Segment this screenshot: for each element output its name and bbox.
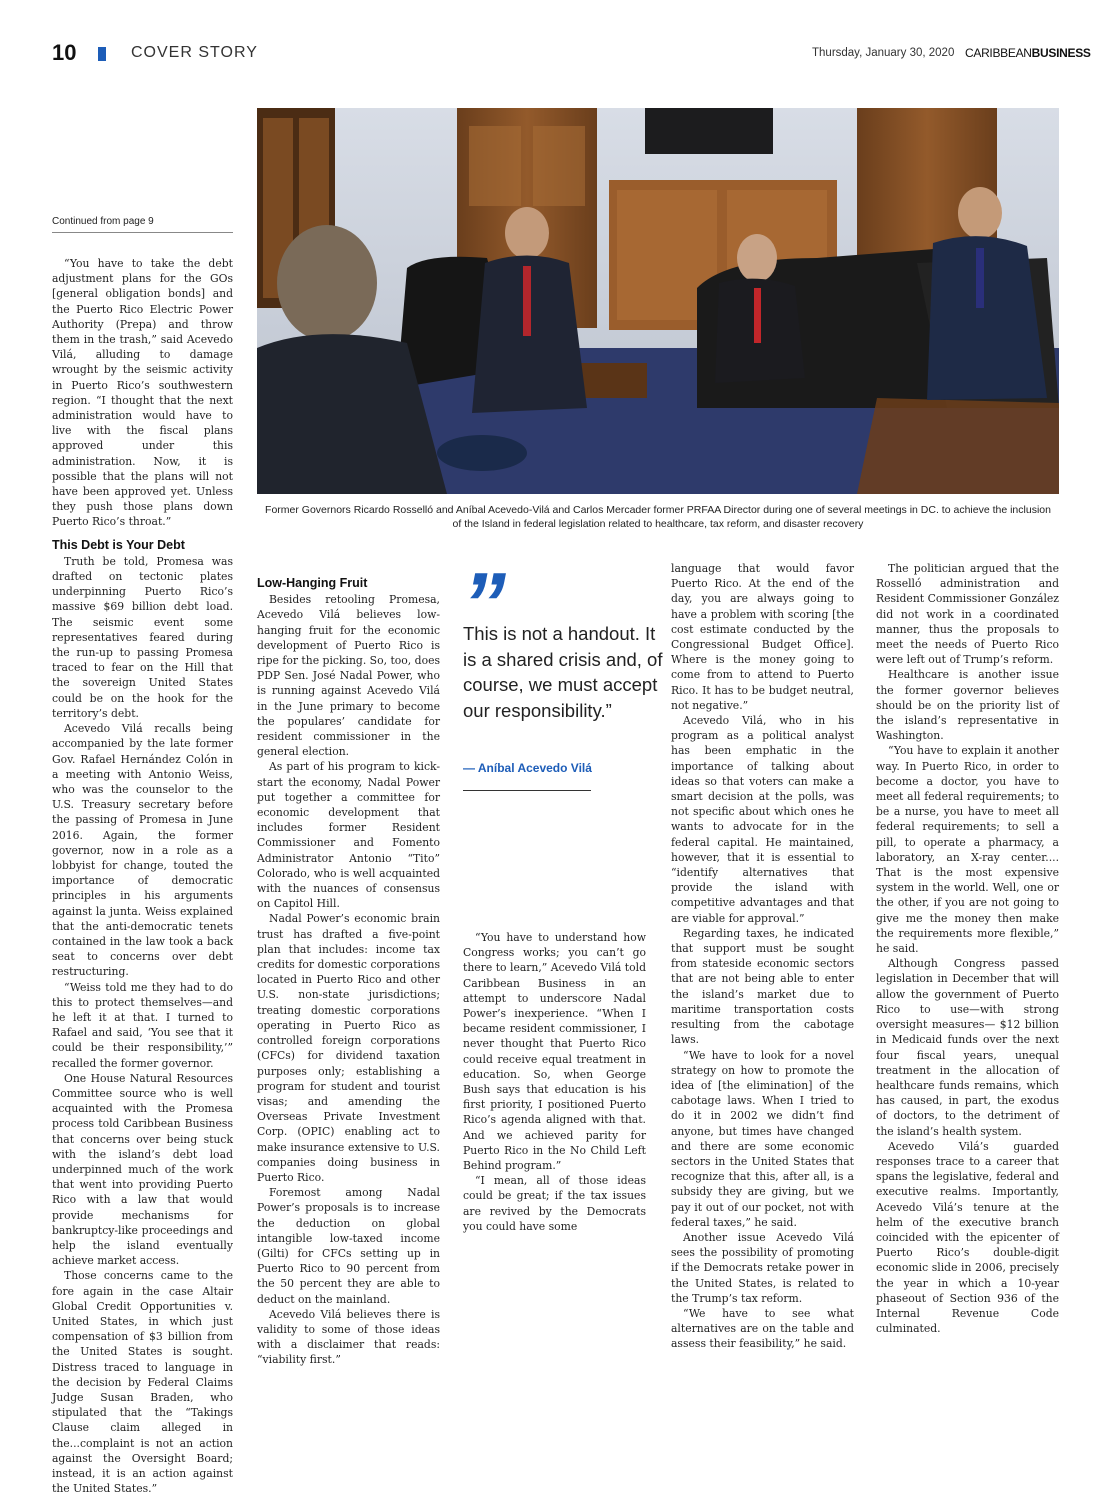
article-photo [257,108,1059,494]
section-marker [98,47,106,61]
paragraph: Those concerns came to the fore again in the case Altair Global Credit Opportunities v. United States, in which just compensation of $3 billion from the United States is sought. Distress traced to language in the decision by Federal Claims Judge Susan Braden, who stipulated that the “Takings Clause claim alleged in the...complaint is not an action against the Oversight Board; instead, it is an action against the United States.” [52,1269,233,1496]
subheading: This Debt is Your Debt [52,537,185,552]
article-column-5 [876,561,1059,1336]
publication-logo: CARIBBEANBUSINESS [965,46,1091,60]
article-column-4 [671,561,854,1352]
paragraph: language that would favor Puerto Rico. At the end of the day, you are always going to have a problem with scoring [the cost estimate conducted by the Congressional Budget Office]. Where is the money going to come from to attend to Puerto Rico. It has to be budget neutral, not negative.” [671,562,854,712]
paragraph: Acevedo Vilá believes there is validity to some of those ideas with a disclaimer that reads: “viability first.” [257,1307,440,1367]
paragraph: “Weiss told me they had to do this to protect themselves—and he left it at that. I turned to Rafael and said, ‘You see that it could be their responsibility,’” recalled the former governor. [52,980,233,1070]
page-header [52,40,1091,70]
paragraph: As part of his program to kick-start the economy, Nadal Power put together a committee for economic development that includes former Resident Commissioner and Fomento Administrator Antonio “Tito” Colorado, who is well acquainted with the nuances of consensus on Capitol Hill. [257,760,440,911]
paragraph: Nadal Power’s economic brain trust has drafted a five-point plan that includes: income tax credits for domestic corporations located in Puerto Rico and other U.S. non-state jurisdictions; treating domestic corporations operating in Puerto Rico as controlled foreign corporations (CFCs) for dividend taxation purposes only; establishing a program for student and tourist visas; and amending the Overseas Private Investment Corp. (OPIC) enabling act to make insurance extensive to U.S. companies doing business in Puerto Rico. [257,912,440,1184]
paragraph: Acevedo Vilá recalls being accompanied by the late former Gov. Rafael Hernández Colón in a meeting with Antonio Weiss, who was the counselor to the U.S. Treasury secretary before the passing of Promesa in June 2016. Again, the former governor, now in a role as a lobbyist for change, touted the importance of democratic principles in his arguments against la junta. Weiss explained that the anti-democratic tenets contained in the law took a back seat to concerns over debt restructuring. [52,722,233,979]
paragraph: “You have to take the debt adjustment plans for the GOs [general obligation bonds] and the Puerto Rico Electric Power Authority (Prepa) and throw them in the trash,” said Acevedo Vilá, alluding to damage wrought by the seismic activity in Puerto Rico’s southwestern region. “I thought that the next administration would have to live with the fiscal plans approved under this administration. Now, it is possible that the plans will not have been approved yet. Unless they push those plans down Puerto Rico’s throat.” [52,257,233,529]
article-column-1 [52,256,233,1496]
paragraph: Truth be told, Promesa was drafted on tectonic plates underpinning Puerto Rico’s massive $69 billion debt load. The seismic event some representatives feared during the run-up to passing Promesa traced to fear on the Hill that the sovereign United States could be on the hook for the territory’s debt. [52,554,233,720]
issue-date: Thursday, January 30, 2020 [812,47,955,59]
article-column-3 [463,930,646,1234]
paragraph: Although Congress passed legislation in December that will allow the government of Puerto Rico to use—with strong oversight measures— $12 billion in Medicaid funds over the next four fiscal years, unequal treatment in the allocation of healthcare funds remains, which has caused, in part, the exodus of doctors, to the detriment of the island’s health system. [876,957,1059,1138]
continued-from: Continued from page 9 [52,216,233,233]
pull-quote-attribution: — Aníbal Acevedo Vilá [463,761,592,775]
paragraph: “We have to look for a novel strategy on how to promote the idea of [the elimination] of the cabotage laws. When I tried to do it in 2002 we didn’t find anyone, but times have changed and there are some economic sectors in the United States that recognize that this, after all, is a subsidy they are giving, but we pay it out of our pocket, not with federal taxes,” he said. [671,1048,854,1229]
section-title: COVER STORY [131,44,258,61]
paragraph: “I mean, all of those ideas could be great; if the tax issues are revived by the Democrats you could have some [463,1174,646,1233]
article-column-2 [257,568,440,1368]
paragraph: Acevedo Vilá, who in his program as a political analyst has been emphatic in the importance of talking about ideas so that voters can make a smart decision at the polls, was not specific about which ones he wants to advocate for in the federal capital. He maintained, however, that it is essential to “identify alternatives that provide the island with competitive advantages and that are viable for approval.” [671,714,854,925]
paragraph: Besides retooling Promesa, Acevedo Vilá believes low-hanging fruit for the economic development of Puerto Rico is ripe for the picking. So, too, does PDP Sen. José Nadal Power, who is running against Acevedo Vilá in the June primary to become the populares’ candidate for resident commissioner in the general election. [257,593,440,759]
pull-quote-rule [463,790,591,791]
photo-caption: Former Governors Ricardo Rosselló and Aníbal Acevedo-Vilá and Carlos Mercader former PRFAA Director during one of several meetings in DC. to achieve the inclusion of the Island in federal legislation related to healthcare, tax reform, and disaster recovery [265,504,1051,530]
paragraph: The politician argued that the Rosselló administration and Resident Commissioner González did not work in a coordinated manner, thus the proposals to meet the needs of Puerto Rico were left out of Trump’s reform. [876,562,1059,667]
paragraph: Another issue Acevedo Vilá sees the possibility of promoting if the Democrats retake power in the United States, is related to the Trump’s tax reform. [671,1230,854,1305]
paragraph: “You have to explain it another way. In Puerto Rico, in order to become a doctor, you have to meet all federal requirements; to be a nurse, you have to meet all federal requirements; to sell a pill, to operate a pharmacy, a laboratory, an X-ray center.... That is the most expensive system in the world. Well, one or the other, if you are not going to give me the money then make the requirements more flexible,” he said. [876,744,1059,956]
quote-mark-icon: ” [462,554,506,653]
paragraph: “You have to understand how Congress works; you can’t go there to learn,” Acevedo Vilá told Caribbean Business in an attempt to underscore Nadal Power’s inexperience. “When I became resident commissioner, I never thought that Puerto Rico could receive equal treatment in education. So, when George Bush says that education is his first priority, I positioned Puerto Rico’s agenda aligned with that. And we achieved parity for Puerto Rico in the No Child Left Behind program.” [463,931,646,1173]
page-number: 10 [52,40,77,65]
paragraph: One House Natural Resources Committee source who is well acquainted with the Promesa process told Caribbean Business that concerns over being stuck with the island’s debt load underpinned much of the work that went into providing Puerto Rico with a law that would provide mechanisms for bankruptcy-like proceedings and help the island eventually achieve market access. [52,1071,233,1268]
pull-quote: This is not a handout. It is a shared crisis and, of course, we must accept our responsibility.” [463,623,663,721]
subheading: Low-Hanging Fruit [257,576,368,590]
paragraph: Foremost among Nadal Power’s proposals is to increase the deduction on global intangible low-taxed income (Gilti) for CFCs setting up in Puerto Rico to 90 percent from the 50 percent they are able to deduct on the mainland. [257,1186,440,1306]
paragraph: Acevedo Vilá’s guarded responses trace to a career that spans the legislative, federal and executive realms. Importantly, Acevedo Vilá’s tenure at the helm of the executive branch coincided with the epicenter of Puerto Rico’s double-digit economic slide in 2006, precisely the year in which a 10-year phaseout of Section 936 of the Internal Revenue Code culminated. [876,1139,1059,1336]
paragraph: Regarding taxes, he indicated that support must be sought from stateside economic sectors that are not being able to enter the island’s market due to maritime transportation costs resulting from the cabotage laws. [671,926,854,1047]
paragraph: Healthcare is another issue the former governor believes should be on the priority list of the island’s representative in Washington. [876,668,1059,743]
paragraph: “We have to see what alternatives are on the table and assess their feasibility,” he said. [671,1306,854,1351]
meeting-photo-illustration [257,108,1059,494]
